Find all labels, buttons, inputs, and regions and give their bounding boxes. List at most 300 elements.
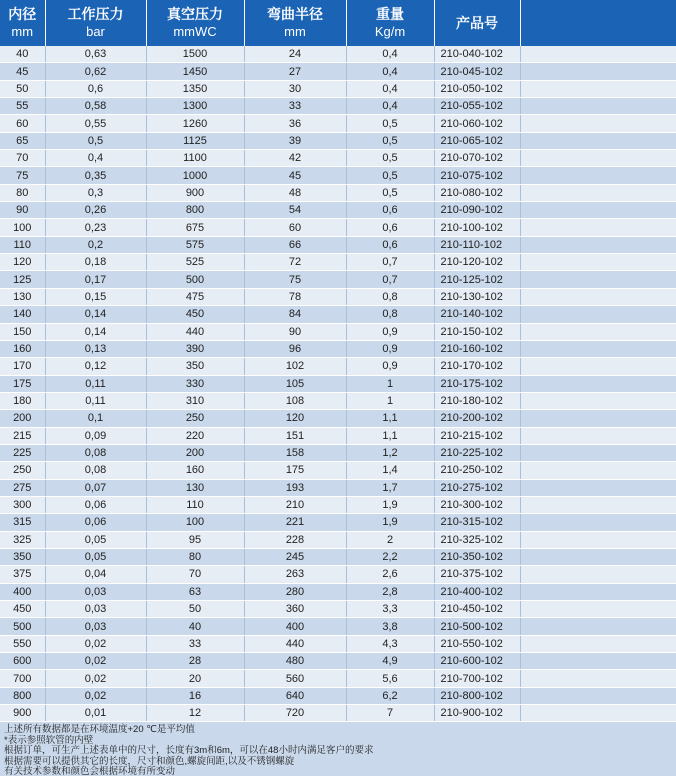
cell-inner-diameter: 800 xyxy=(0,687,45,704)
cell-inner-diameter: 500 xyxy=(0,618,45,635)
cell-empty xyxy=(520,271,676,288)
cell-empty xyxy=(520,653,676,670)
cell-inner-diameter: 350 xyxy=(0,548,45,565)
cell-empty xyxy=(520,375,676,392)
cell-weight: 1 xyxy=(346,375,434,392)
cell-inner-diameter: 90 xyxy=(0,202,45,219)
cell-working-pressure: 0,1 xyxy=(45,410,146,427)
cell-weight: 0,4 xyxy=(346,98,434,115)
cell-inner-diameter: 50 xyxy=(0,80,45,97)
cell-empty xyxy=(520,531,676,548)
cell-weight: 2,2 xyxy=(346,548,434,565)
cell-empty xyxy=(520,236,676,253)
cell-product-number: 210-250-102 xyxy=(434,462,520,479)
cell-inner-diameter: 100 xyxy=(0,219,45,236)
table-body xyxy=(0,46,676,722)
header-row xyxy=(0,0,676,46)
cell-weight: 1,1 xyxy=(346,410,434,427)
cell-bend-radius: 102 xyxy=(244,358,346,375)
cell-product-number: 210-375-102 xyxy=(434,566,520,583)
table-header xyxy=(0,0,676,46)
table-row xyxy=(0,115,676,132)
table-row xyxy=(0,80,676,97)
cell-bend-radius: 210 xyxy=(244,496,346,513)
cell-product-number: 210-100-102 xyxy=(434,219,520,236)
table-row xyxy=(0,496,676,513)
cell-product-number: 210-040-102 xyxy=(434,46,520,63)
header-unit: Kg/m xyxy=(374,24,406,39)
table-row xyxy=(0,323,676,340)
cell-product-number: 210-225-102 xyxy=(434,444,520,461)
table-row xyxy=(0,358,676,375)
cell-inner-diameter: 180 xyxy=(0,392,45,409)
cell-vacuum-pressure: 800 xyxy=(146,202,244,219)
cell-working-pressure: 0,23 xyxy=(45,219,146,236)
cell-empty xyxy=(520,462,676,479)
cell-bend-radius: 400 xyxy=(244,618,346,635)
cell-working-pressure: 0,18 xyxy=(45,254,146,271)
cell-working-pressure: 0,01 xyxy=(45,705,146,722)
cell-bend-radius: 193 xyxy=(244,479,346,496)
cell-weight: 0,5 xyxy=(346,184,434,201)
cell-weight: 3,3 xyxy=(346,601,434,618)
table-row xyxy=(0,566,676,583)
footnote-line: 根据需要可以提供其它的长度，尺寸和颜色,螺旋间距,以及不锈钢螺旋 xyxy=(4,755,295,767)
cell-inner-diameter: 140 xyxy=(0,306,45,323)
cell-product-number: 210-800-102 xyxy=(434,687,520,704)
cell-weight: 1,9 xyxy=(346,514,434,531)
cell-bend-radius: 84 xyxy=(244,306,346,323)
cell-working-pressure: 0,02 xyxy=(45,687,146,704)
cell-bend-radius: 440 xyxy=(244,635,346,652)
cell-product-number: 210-070-102 xyxy=(434,150,520,167)
table-row xyxy=(0,306,676,323)
table-row xyxy=(0,705,676,722)
table-row xyxy=(0,392,676,409)
cell-vacuum-pressure: 63 xyxy=(146,583,244,600)
cell-inner-diameter: 125 xyxy=(0,271,45,288)
cell-inner-diameter: 55 xyxy=(0,98,45,115)
cell-vacuum-pressure: 40 xyxy=(146,618,244,635)
table-row xyxy=(0,184,676,201)
cell-working-pressure: 0,02 xyxy=(45,635,146,652)
cell-product-number: 210-180-102 xyxy=(434,392,520,409)
cell-inner-diameter: 315 xyxy=(0,514,45,531)
cell-product-number: 210-150-102 xyxy=(434,323,520,340)
cell-weight: 2,6 xyxy=(346,566,434,583)
cell-working-pressure: 0,14 xyxy=(45,306,146,323)
cell-inner-diameter: 110 xyxy=(0,236,45,253)
cell-empty xyxy=(520,150,676,167)
cell-product-number: 210-170-102 xyxy=(434,358,520,375)
table-row xyxy=(0,46,676,63)
cell-bend-radius: 175 xyxy=(244,462,346,479)
cell-working-pressure: 0,02 xyxy=(45,653,146,670)
cell-product-number: 210-060-102 xyxy=(434,115,520,132)
cell-vacuum-pressure: 500 xyxy=(146,271,244,288)
cell-product-number: 210-050-102 xyxy=(434,80,520,97)
cell-empty xyxy=(520,115,676,132)
table-row xyxy=(0,670,676,687)
cell-product-number: 210-065-102 xyxy=(434,132,520,149)
cell-bend-radius: 75 xyxy=(244,271,346,288)
cell-working-pressure: 0,62 xyxy=(45,63,146,80)
cell-empty xyxy=(520,288,676,305)
cell-product-number: 210-200-102 xyxy=(434,410,520,427)
cell-working-pressure: 0,4 xyxy=(45,150,146,167)
cell-vacuum-pressure: 1100 xyxy=(146,150,244,167)
cell-working-pressure: 0,04 xyxy=(45,566,146,583)
cell-bend-radius: 39 xyxy=(244,132,346,149)
cell-working-pressure: 0,05 xyxy=(45,548,146,565)
cell-weight: 0,5 xyxy=(346,115,434,132)
cell-bend-radius: 78 xyxy=(244,288,346,305)
cell-empty xyxy=(520,566,676,583)
cell-vacuum-pressure: 50 xyxy=(146,601,244,618)
cell-empty xyxy=(520,323,676,340)
cell-weight: 0,4 xyxy=(346,63,434,80)
cell-vacuum-pressure: 1350 xyxy=(146,80,244,97)
cell-product-number: 210-400-102 xyxy=(434,583,520,600)
cell-bend-radius: 24 xyxy=(244,46,346,63)
cell-product-number: 210-090-102 xyxy=(434,202,520,219)
footnote-line: *表示参照软管的内壁 xyxy=(4,734,94,746)
table-row xyxy=(0,254,676,271)
cell-weight: 1,2 xyxy=(346,444,434,461)
cell-weight: 0,6 xyxy=(346,236,434,253)
footnote-line: 根据订单，可生产上述表单中的尺寸，长度有3m和6m，可以在48小时内满足客户的要求 xyxy=(4,745,374,757)
cell-empty xyxy=(520,392,676,409)
cell-product-number: 210-300-102 xyxy=(434,496,520,513)
cell-inner-diameter: 300 xyxy=(0,496,45,513)
cell-bend-radius: 640 xyxy=(244,687,346,704)
cell-empty xyxy=(520,583,676,600)
cell-bend-radius: 245 xyxy=(244,548,346,565)
cell-inner-diameter: 170 xyxy=(0,358,45,375)
cell-product-number: 210-140-102 xyxy=(434,306,520,323)
cell-product-number: 210-080-102 xyxy=(434,184,520,201)
cell-weight: 0,9 xyxy=(346,323,434,340)
table-row xyxy=(0,63,676,80)
cell-weight: 0,6 xyxy=(346,219,434,236)
table-row xyxy=(0,444,676,461)
table-row xyxy=(0,601,676,618)
cell-empty xyxy=(520,98,676,115)
cell-bend-radius: 42 xyxy=(244,150,346,167)
cell-working-pressure: 0,12 xyxy=(45,358,146,375)
table-row xyxy=(0,635,676,652)
cell-inner-diameter: 700 xyxy=(0,670,45,687)
table-row xyxy=(0,653,676,670)
cell-vacuum-pressure: 330 xyxy=(146,375,244,392)
cell-inner-diameter: 275 xyxy=(0,479,45,496)
cell-inner-diameter: 75 xyxy=(0,167,45,184)
cell-empty xyxy=(520,705,676,722)
cell-vacuum-pressure: 1000 xyxy=(146,167,244,184)
cell-weight: 0,4 xyxy=(346,46,434,63)
table-row xyxy=(0,132,676,149)
cell-inner-diameter: 120 xyxy=(0,254,45,271)
cell-bend-radius: 54 xyxy=(244,202,346,219)
cell-inner-diameter: 150 xyxy=(0,323,45,340)
table-row xyxy=(0,427,676,444)
cell-empty xyxy=(520,167,676,184)
cell-working-pressure: 0,26 xyxy=(45,202,146,219)
table-row xyxy=(0,98,676,115)
cell-empty xyxy=(520,202,676,219)
cell-empty xyxy=(520,219,676,236)
cell-weight: 1 xyxy=(346,392,434,409)
cell-inner-diameter: 80 xyxy=(0,184,45,201)
cell-weight: 2,8 xyxy=(346,583,434,600)
cell-working-pressure: 0,2 xyxy=(45,236,146,253)
cell-working-pressure: 0,06 xyxy=(45,496,146,513)
cell-product-number: 210-275-102 xyxy=(434,479,520,496)
cell-product-number: 210-450-102 xyxy=(434,601,520,618)
cell-working-pressure: 0,63 xyxy=(45,46,146,63)
cell-product-number: 210-175-102 xyxy=(434,375,520,392)
cell-working-pressure: 0,11 xyxy=(45,392,146,409)
cell-product-number: 210-160-102 xyxy=(434,340,520,357)
cell-inner-diameter: 70 xyxy=(0,150,45,167)
cell-bend-radius: 263 xyxy=(244,566,346,583)
cell-product-number: 210-055-102 xyxy=(434,98,520,115)
cell-vacuum-pressure: 100 xyxy=(146,514,244,531)
cell-inner-diameter: 65 xyxy=(0,132,45,149)
cell-vacuum-pressure: 80 xyxy=(146,548,244,565)
table-row xyxy=(0,531,676,548)
cell-vacuum-pressure: 1260 xyxy=(146,115,244,132)
cell-bend-radius: 27 xyxy=(244,63,346,80)
cell-vacuum-pressure: 16 xyxy=(146,687,244,704)
header-unit: mm xyxy=(11,24,34,39)
cell-bend-radius: 228 xyxy=(244,531,346,548)
header-inner-diameter xyxy=(0,0,45,46)
cell-working-pressure: 0,08 xyxy=(45,462,146,479)
cell-working-pressure: 0,03 xyxy=(45,601,146,618)
cell-vacuum-pressure: 250 xyxy=(146,410,244,427)
cell-empty xyxy=(520,496,676,513)
cell-empty xyxy=(520,340,676,357)
cell-weight: 0,8 xyxy=(346,288,434,305)
cell-working-pressure: 0,11 xyxy=(45,375,146,392)
table-row xyxy=(0,410,676,427)
cell-vacuum-pressure: 160 xyxy=(146,462,244,479)
cell-empty xyxy=(520,63,676,80)
header-unit: bar xyxy=(86,24,105,39)
cell-vacuum-pressure: 70 xyxy=(146,566,244,583)
table-row xyxy=(0,288,676,305)
cell-product-number: 210-550-102 xyxy=(434,635,520,652)
cell-vacuum-pressure: 1300 xyxy=(146,98,244,115)
footnotes xyxy=(0,722,676,776)
cell-working-pressure: 0,58 xyxy=(45,98,146,115)
cell-bend-radius: 60 xyxy=(244,219,346,236)
cell-product-number: 210-600-102 xyxy=(434,653,520,670)
header-weight xyxy=(346,0,434,46)
cell-bend-radius: 158 xyxy=(244,444,346,461)
cell-weight: 0,5 xyxy=(346,167,434,184)
cell-inner-diameter: 325 xyxy=(0,531,45,548)
cell-bend-radius: 105 xyxy=(244,375,346,392)
cell-empty xyxy=(520,601,676,618)
cell-bend-radius: 280 xyxy=(244,583,346,600)
cell-inner-diameter: 400 xyxy=(0,583,45,600)
cell-weight: 1,1 xyxy=(346,427,434,444)
cell-product-number: 210-325-102 xyxy=(434,531,520,548)
cell-weight: 0,6 xyxy=(346,202,434,219)
cell-working-pressure: 0,13 xyxy=(45,340,146,357)
cell-bend-radius: 221 xyxy=(244,514,346,531)
cell-vacuum-pressure: 575 xyxy=(146,236,244,253)
header-label: 弯曲半径 xyxy=(267,6,323,22)
cell-inner-diameter: 375 xyxy=(0,566,45,583)
header-unit: mm xyxy=(284,24,306,39)
cell-empty xyxy=(520,358,676,375)
cell-working-pressure: 0,09 xyxy=(45,427,146,444)
cell-empty xyxy=(520,670,676,687)
cell-weight: 5,6 xyxy=(346,670,434,687)
header-label: 工作压力 xyxy=(67,6,124,22)
cell-weight: 7 xyxy=(346,705,434,722)
table-row xyxy=(0,236,676,253)
cell-vacuum-pressure: 475 xyxy=(146,288,244,305)
cell-empty xyxy=(520,80,676,97)
cell-weight: 0,7 xyxy=(346,271,434,288)
cell-working-pressure: 0,02 xyxy=(45,670,146,687)
header-empty xyxy=(520,0,676,46)
cell-weight: 4,3 xyxy=(346,635,434,652)
cell-inner-diameter: 130 xyxy=(0,288,45,305)
cell-vacuum-pressure: 12 xyxy=(146,705,244,722)
table-row xyxy=(0,514,676,531)
cell-weight: 3,8 xyxy=(346,618,434,635)
cell-vacuum-pressure: 95 xyxy=(146,531,244,548)
cell-vacuum-pressure: 220 xyxy=(146,427,244,444)
cell-working-pressure: 0,35 xyxy=(45,167,146,184)
table-row xyxy=(0,618,676,635)
header-product-number xyxy=(434,0,520,46)
cell-empty xyxy=(520,618,676,635)
cell-bend-radius: 36 xyxy=(244,115,346,132)
cell-inner-diameter: 200 xyxy=(0,410,45,427)
header-label: 真空压力 xyxy=(167,6,223,22)
cell-inner-diameter: 900 xyxy=(0,705,45,722)
footnote-line: 有关技术参数和颜色会根据环境有所变动 xyxy=(4,766,176,776)
cell-vacuum-pressure: 1500 xyxy=(146,46,244,63)
cell-empty xyxy=(520,132,676,149)
table-row xyxy=(0,687,676,704)
cell-bend-radius: 120 xyxy=(244,410,346,427)
cell-working-pressure: 0,14 xyxy=(45,323,146,340)
cell-bend-radius: 720 xyxy=(244,705,346,722)
cell-bend-radius: 360 xyxy=(244,601,346,618)
cell-bend-radius: 480 xyxy=(244,653,346,670)
cell-vacuum-pressure: 350 xyxy=(146,358,244,375)
table-row xyxy=(0,340,676,357)
table-row xyxy=(0,219,676,236)
cell-product-number: 210-125-102 xyxy=(434,271,520,288)
cell-inner-diameter: 160 xyxy=(0,340,45,357)
header-bend-radius xyxy=(244,0,346,46)
cell-product-number: 210-315-102 xyxy=(434,514,520,531)
table-row xyxy=(0,167,676,184)
cell-empty xyxy=(520,444,676,461)
cell-product-number: 210-075-102 xyxy=(434,167,520,184)
footnote-line: 上述所有数据都是在环境温度+20 ℃是平均值 xyxy=(4,724,195,736)
cell-vacuum-pressure: 310 xyxy=(146,392,244,409)
cell-product-number: 210-110-102 xyxy=(434,236,520,253)
table-row xyxy=(0,479,676,496)
cell-vacuum-pressure: 28 xyxy=(146,653,244,670)
cell-inner-diameter: 250 xyxy=(0,462,45,479)
cell-bend-radius: 108 xyxy=(244,392,346,409)
cell-weight: 0,8 xyxy=(346,306,434,323)
cell-working-pressure: 0,03 xyxy=(45,618,146,635)
cell-working-pressure: 0,06 xyxy=(45,514,146,531)
table-row xyxy=(0,271,676,288)
cell-empty xyxy=(520,184,676,201)
cell-inner-diameter: 225 xyxy=(0,444,45,461)
header-vacuum-pressure xyxy=(146,0,244,46)
cell-weight: 1,4 xyxy=(346,462,434,479)
cell-weight: 1,9 xyxy=(346,496,434,513)
cell-working-pressure: 0,07 xyxy=(45,479,146,496)
cell-bend-radius: 151 xyxy=(244,427,346,444)
cell-inner-diameter: 45 xyxy=(0,63,45,80)
cell-inner-diameter: 215 xyxy=(0,427,45,444)
cell-empty xyxy=(520,514,676,531)
cell-inner-diameter: 600 xyxy=(0,653,45,670)
cell-product-number: 210-045-102 xyxy=(434,63,520,80)
cell-product-number: 210-350-102 xyxy=(434,548,520,565)
cell-working-pressure: 0,15 xyxy=(45,288,146,305)
cell-weight: 4,9 xyxy=(346,653,434,670)
cell-inner-diameter: 450 xyxy=(0,601,45,618)
table-row xyxy=(0,583,676,600)
cell-inner-diameter: 175 xyxy=(0,375,45,392)
cell-vacuum-pressure: 440 xyxy=(146,323,244,340)
cell-empty xyxy=(520,306,676,323)
cell-vacuum-pressure: 450 xyxy=(146,306,244,323)
cell-bend-radius: 66 xyxy=(244,236,346,253)
cell-empty xyxy=(520,46,676,63)
cell-bend-radius: 30 xyxy=(244,80,346,97)
cell-empty xyxy=(520,427,676,444)
cell-weight: 1,7 xyxy=(346,479,434,496)
cell-vacuum-pressure: 900 xyxy=(146,184,244,201)
cell-bend-radius: 560 xyxy=(244,670,346,687)
table-row xyxy=(0,202,676,219)
cell-inner-diameter: 550 xyxy=(0,635,45,652)
cell-weight: 0,5 xyxy=(346,150,434,167)
cell-empty xyxy=(520,687,676,704)
cell-working-pressure: 0,6 xyxy=(45,80,146,97)
cell-vacuum-pressure: 525 xyxy=(146,254,244,271)
cell-working-pressure: 0,08 xyxy=(45,444,146,461)
table-row xyxy=(0,375,676,392)
cell-bend-radius: 48 xyxy=(244,184,346,201)
cell-product-number: 210-500-102 xyxy=(434,618,520,635)
cell-inner-diameter: 60 xyxy=(0,115,45,132)
cell-bend-radius: 72 xyxy=(244,254,346,271)
cell-working-pressure: 0,03 xyxy=(45,583,146,600)
cell-product-number: 210-120-102 xyxy=(434,254,520,271)
cell-working-pressure: 0,17 xyxy=(45,271,146,288)
cell-empty xyxy=(520,548,676,565)
cell-weight: 6,2 xyxy=(346,687,434,704)
cell-weight: 2 xyxy=(346,531,434,548)
